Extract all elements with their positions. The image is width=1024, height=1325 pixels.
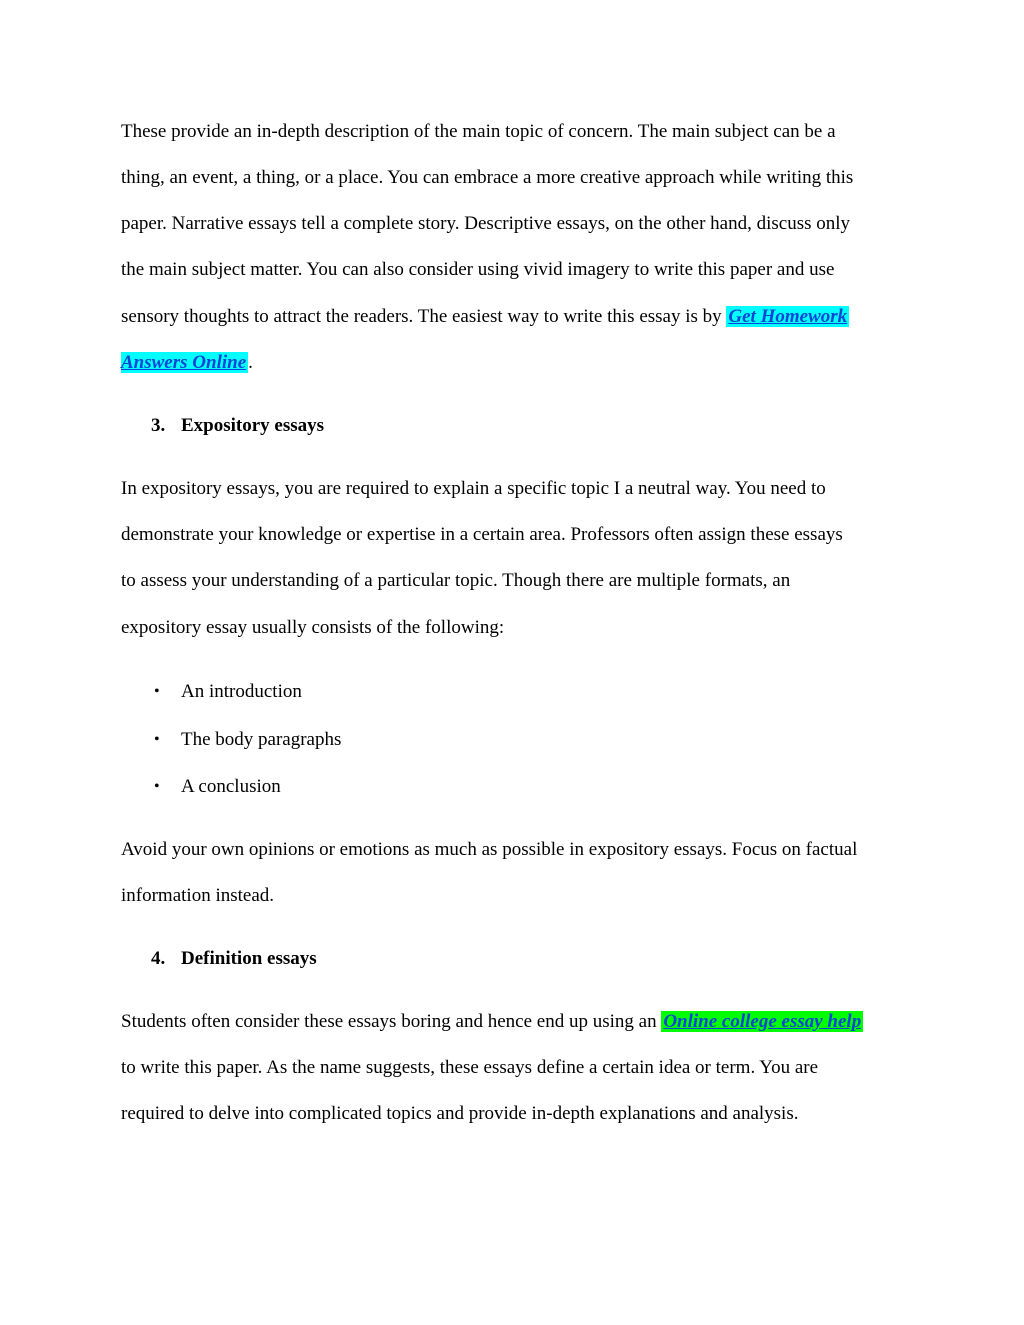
online-college-essay-help-link[interactable]: Online college essay help (663, 1011, 862, 1032)
paragraph-line: These provide an in-depth description of the main topic of concern. The main subject can be a (121, 121, 836, 142)
paragraph-line: required to delve into complicated topics and provide in-depth explanations and analysis. (121, 1103, 799, 1124)
period: . (248, 352, 253, 373)
section-heading-expository (151, 414, 324, 438)
paragraph-text: Students often consider these essays boring and hence end up using an (121, 1011, 657, 1032)
paragraph-line: demonstrate your knowledge or expertise in a certain area. Professors often assign these essays (121, 524, 843, 545)
heading-number: 3. (151, 415, 166, 436)
paragraph-line (121, 351, 253, 375)
paragraph-line: information instead. (121, 885, 275, 906)
heading-text: Expository essays (181, 415, 325, 436)
paragraph-line (121, 305, 849, 329)
paragraph-line (121, 1010, 863, 1034)
paragraph-line: thing, an event, a thing, or a place. You can embrace a more creative approach while writing this (121, 167, 854, 188)
bullet-icon: • (154, 683, 160, 700)
paragraph-text: sensory thoughts to attract the readers. The easiest way to write this essay is by (121, 306, 722, 327)
heading-number: 4. (151, 948, 166, 969)
bullet-text: A conclusion (181, 776, 281, 797)
bullet-icon: • (154, 778, 160, 795)
bullet-text: The body paragraphs (181, 729, 342, 750)
paragraph-line: the main subject matter. You can also consider using vivid imagery to write this paper and use (121, 259, 835, 280)
bullet-text: An introduction (181, 681, 302, 702)
paragraph-line: to assess your understanding of a particular topic. Though there are multiple formats, an (121, 570, 791, 591)
paragraph-line: Avoid your own opinions or emotions as much as possible in expository essays. Focus on factual (121, 839, 858, 860)
get-homework-link[interactable]: Get Homework (728, 306, 848, 327)
answers-online-link[interactable]: Answers Online (121, 352, 247, 373)
section-heading-definition (151, 947, 317, 971)
heading-text: Definition essays (181, 948, 317, 969)
paragraph-line: to write this paper. As the name suggests, these essays define a certain idea or term. You are (121, 1057, 819, 1078)
paragraph-line: paper. Narrative essays tell a complete story. Descriptive essays, on the other hand, discuss only (121, 213, 851, 234)
paragraph-line: expository essay usually consists of the following: (121, 617, 505, 638)
bullet-icon: • (154, 731, 160, 748)
paragraph-line: In expository essays, you are required to explain a specific topic I a neutral way. You need to (121, 478, 826, 499)
